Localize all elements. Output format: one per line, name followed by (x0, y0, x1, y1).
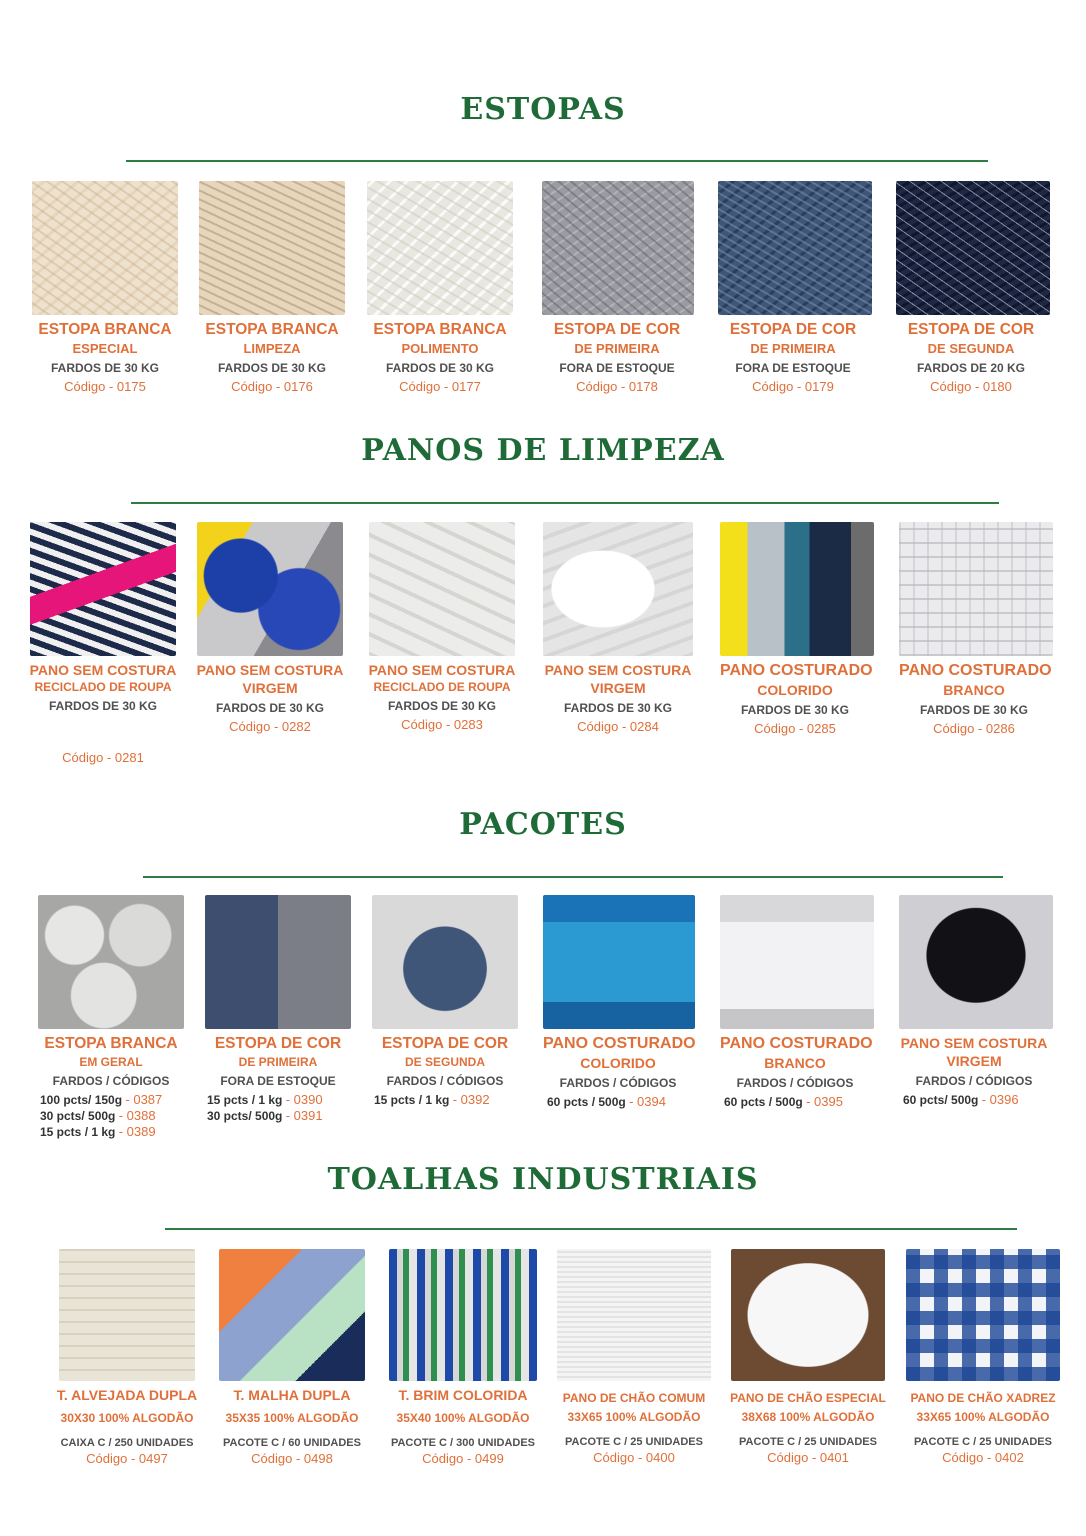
product-subtitle: EM GERAL (79, 1055, 143, 1069)
product-card[interactable] (896, 181, 1046, 394)
product-name: PANO DE CHÃO XADREZ (910, 1391, 1056, 1405)
product-photo (718, 181, 872, 315)
product-name: PANO SEM COSTURA (900, 1035, 1048, 1051)
product-photo (389, 1249, 537, 1381)
product-subtitle: 33X65 100% ALGODÃO (916, 1410, 1050, 1424)
product-card[interactable] (555, 1249, 713, 1465)
product-photo (906, 1249, 1060, 1381)
product-package: FARDOS DE 30 KG (563, 701, 673, 715)
product-subtitle: 38X68 100% ALGODÃO (741, 1410, 875, 1424)
product-photo (197, 522, 343, 656)
product-card[interactable] (387, 1249, 539, 1466)
product-card[interactable] (367, 522, 517, 732)
product-card[interactable] (51, 1249, 203, 1466)
product-name: ESTOPA DE COR (214, 1035, 342, 1052)
product-package: CAIXA C / 250 UNIDADES (60, 1437, 194, 1449)
product-name: PANO COSTURADO (720, 662, 873, 679)
product-subtitle: BRANCO (764, 1055, 826, 1071)
product-subtitle: 33X65 100% ALGODÃO (567, 1410, 701, 1424)
product-subtitle: DE SEGUNDA (927, 341, 1015, 356)
product-card[interactable] (216, 1249, 368, 1466)
product-package: FORA DE ESTOQUE (559, 361, 675, 375)
package-line: 100 pcts/ 150g - 0387 (40, 1092, 163, 1107)
product-subtitle: DE PRIMEIRA (750, 341, 836, 356)
section-divider (131, 502, 999, 504)
product-card[interactable] (718, 181, 868, 394)
product-card[interactable] (899, 522, 1052, 736)
product-code: Código - 0498 (251, 1451, 333, 1466)
package-line: 15 pcts / 1 kg - 0392 (374, 1092, 490, 1107)
product-photo (219, 1249, 365, 1381)
product-code: Código - 0284 (577, 719, 659, 734)
product-code: Código - 0178 (576, 379, 658, 394)
section-divider (126, 160, 988, 162)
product-photo (720, 895, 874, 1029)
product-code: Código - 0281 (62, 750, 144, 765)
product-package: FARDOS DE 20 KG (916, 361, 1026, 375)
product-package: PACOTE C / 25 UNIDADES (565, 1436, 703, 1448)
product-photo (199, 181, 345, 315)
product-package: FARDOS / CÓDIGOS (52, 1074, 170, 1088)
section-title-estopas: ESTOPAS (460, 92, 626, 127)
product-card[interactable] (720, 522, 873, 736)
product-photo (542, 181, 694, 315)
product-photo (899, 895, 1053, 1029)
product-package: FARDOS / CÓDIGOS (736, 1076, 854, 1090)
package-list (543, 1094, 693, 1110)
product-code: Código - 0177 (399, 379, 481, 394)
package-list (720, 1094, 870, 1110)
product-name: PANO SEM COSTURA (196, 662, 344, 678)
product-code: Código - 0175 (64, 379, 146, 394)
product-photo (59, 1249, 195, 1381)
product-subtitle: VIRGEM (590, 680, 646, 696)
product-package: FARDOS DE 30 KG (740, 703, 850, 717)
product-photo (32, 181, 178, 315)
product-package: FARDOS DE 30 KG (385, 361, 495, 375)
product-subtitle: 30X30 100% ALGODÃO (60, 1411, 194, 1425)
section-title-pacotes: PACOTES (459, 807, 627, 842)
product-subtitle: RECICLADO DE ROUPA (373, 680, 511, 694)
product-photo (367, 181, 513, 315)
product-name: ESTOPA BRANCA (44, 1035, 178, 1052)
product-package: PACOTE C / 60 UNIDADES (223, 1437, 361, 1449)
product-code: Código - 0285 (754, 721, 836, 736)
product-card[interactable] (36, 895, 186, 1140)
product-card[interactable] (195, 522, 345, 734)
product-subtitle: RECICLADO DE ROUPA (34, 680, 172, 694)
product-package: FARDOS / CÓDIGOS (559, 1076, 677, 1090)
product-name: PANO SEM COSTURA (368, 662, 516, 678)
package-list (370, 1092, 520, 1108)
product-code: Código - 0179 (752, 379, 834, 394)
product-name: T. BRIM COLORIDA (398, 1387, 528, 1403)
product-package: FORA DE ESTOQUE (220, 1074, 336, 1088)
product-package: PACOTE C / 300 UNIDADES (390, 1437, 536, 1449)
product-card[interactable] (370, 895, 520, 1108)
product-code: Código - 0401 (767, 1450, 849, 1465)
product-name: PANO COSTURADO (899, 662, 1052, 679)
product-code: Código - 0176 (231, 379, 313, 394)
product-name: ESTOPA BRANCA (205, 321, 339, 338)
product-code: Código - 0282 (229, 719, 311, 734)
product-subtitle: POLIMENTO (401, 341, 479, 356)
section-title-panos: PANOS DE LIMPEZA (361, 433, 725, 468)
package-line: 30 pcts/ 500g - 0391 (207, 1108, 323, 1123)
product-photo (557, 1249, 711, 1381)
product-package: FARDOS DE 30 KG (387, 699, 497, 713)
product-subtitle: 35X35 100% ALGODÃO (225, 1411, 359, 1425)
product-card[interactable] (28, 522, 178, 765)
product-package: PACOTE C / 25 UNIDADES (914, 1436, 1052, 1448)
product-name: T. ALVEJADA DUPLA (56, 1387, 198, 1403)
product-card[interactable] (904, 1249, 1062, 1465)
product-card[interactable] (543, 522, 693, 734)
product-package: FARDOS DE 30 KG (217, 361, 327, 375)
package-list (36, 1092, 186, 1140)
package-list (899, 1092, 1049, 1108)
product-package: FARDOS DE 30 KG (919, 703, 1029, 717)
product-subtitle: BRANCO (943, 682, 1005, 698)
section-divider (143, 876, 1003, 878)
product-subtitle: DE PRIMEIRA (238, 1055, 318, 1069)
product-photo (543, 522, 693, 656)
product-package: FARDOS / CÓDIGOS (915, 1074, 1033, 1088)
product-subtitle: COLORIDO (580, 1055, 656, 1071)
product-photo (372, 895, 518, 1029)
package-line: 60 pcts / 500g - 0394 (547, 1094, 666, 1109)
product-card[interactable] (365, 181, 515, 394)
product-name: PANO SEM COSTURA (29, 662, 177, 678)
product-package: FORA DE ESTOQUE (735, 361, 851, 375)
product-package: FARDOS / CÓDIGOS (386, 1074, 504, 1088)
product-name: ESTOPA BRANCA (38, 321, 172, 338)
product-subtitle: VIRGEM (242, 680, 298, 696)
product-name: PANO DE CHÃO ESPECIAL (730, 1391, 886, 1405)
product-name: ESTOPA DE COR (381, 1035, 509, 1052)
package-line: 15 pcts / 1 kg - 0389 (40, 1124, 156, 1139)
product-photo (38, 895, 184, 1029)
product-card[interactable] (542, 181, 692, 394)
product-name: ESTOPA DE COR (907, 321, 1035, 338)
package-list (203, 1092, 353, 1124)
product-photo (899, 522, 1053, 656)
product-code: Código - 0497 (86, 1451, 168, 1466)
product-photo (896, 181, 1050, 315)
product-name: PANO COSTURADO (720, 1035, 873, 1052)
product-photo (30, 522, 176, 656)
product-subtitle: ESPECIAL (72, 341, 138, 356)
product-photo (720, 522, 874, 656)
product-package: FARDOS DE 30 KG (48, 699, 158, 713)
product-name: ESTOPA DE COR (729, 321, 857, 338)
product-photo (543, 895, 695, 1029)
product-card[interactable] (899, 895, 1049, 1108)
product-card[interactable] (720, 895, 873, 1110)
package-line: 15 pcts / 1 kg - 0390 (207, 1092, 323, 1107)
product-package: FARDOS DE 30 KG (50, 361, 160, 375)
product-name: T. MALHA DUPLA (233, 1387, 351, 1403)
product-subtitle: 35X40 100% ALGODÃO (396, 1411, 530, 1425)
product-code: Código - 0283 (401, 717, 483, 732)
product-card[interactable] (30, 181, 180, 394)
product-photo (205, 895, 351, 1029)
product-name: PANO DE CHÃO COMUM (562, 1391, 706, 1405)
product-package: FARDOS DE 30 KG (215, 701, 325, 715)
section-title-toalhas: TOALHAS INDUSTRIAIS (327, 1162, 759, 1197)
product-name: PANO SEM COSTURA (544, 662, 692, 678)
package-line: 60 pcts/ 500g - 0396 (903, 1092, 1019, 1107)
product-card[interactable] (197, 181, 347, 394)
package-line: 60 pcts / 500g - 0395 (724, 1094, 843, 1109)
product-photo (369, 522, 515, 656)
product-card[interactable] (729, 1249, 887, 1465)
product-subtitle: LIMPEZA (243, 341, 301, 356)
product-subtitle: DE PRIMEIRA (574, 341, 660, 356)
product-code: Código - 0402 (942, 1450, 1024, 1465)
product-subtitle: VIRGEM (946, 1053, 1002, 1069)
section-divider (165, 1228, 1017, 1230)
product-code: Código - 0499 (422, 1451, 504, 1466)
product-subtitle: DE SEGUNDA (404, 1055, 485, 1069)
product-photo (731, 1249, 885, 1381)
product-card[interactable] (203, 895, 353, 1124)
product-package: PACOTE C / 25 UNIDADES (739, 1436, 877, 1448)
product-code: Código - 0180 (930, 379, 1012, 394)
product-subtitle: COLORIDO (757, 682, 833, 698)
product-name: ESTOPA DE COR (553, 321, 681, 338)
product-name: ESTOPA BRANCA (373, 321, 507, 338)
product-code: Código - 0400 (593, 1450, 675, 1465)
product-card[interactable] (543, 895, 696, 1110)
product-name: PANO COSTURADO (543, 1035, 696, 1052)
product-code: Código - 0286 (933, 721, 1015, 736)
package-line: 30 pcts/ 500g - 0388 (40, 1108, 156, 1123)
